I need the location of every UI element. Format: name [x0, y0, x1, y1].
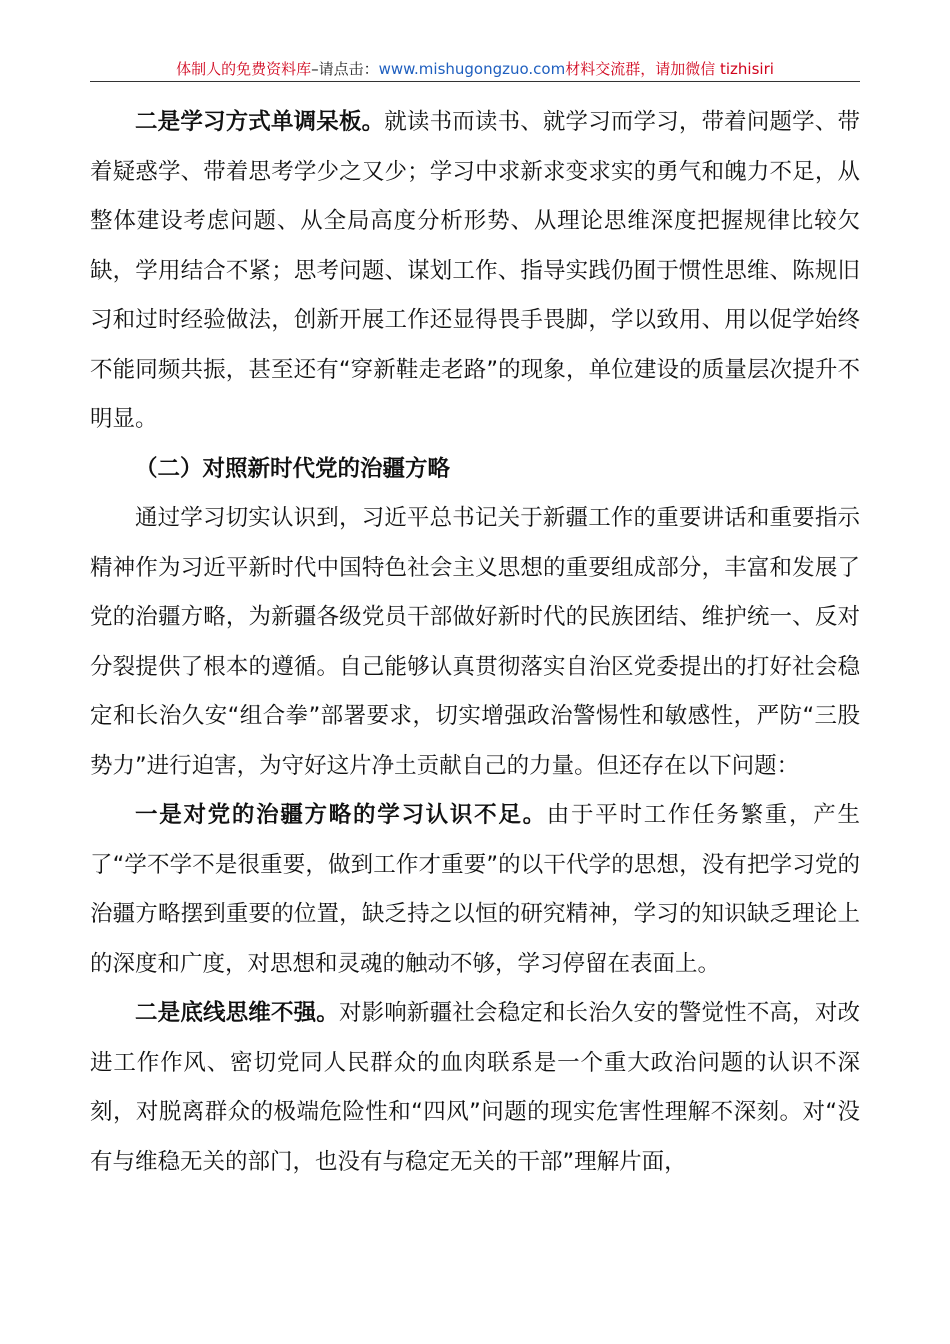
paragraph-2 [90, 494, 860, 791]
paragraph-3-lead: 一是对党的治疆方略的学习认识不足。 [135, 802, 547, 828]
paragraph-1-lead: 二是学习方式单调呆板。 [135, 109, 385, 135]
paragraph-1-text: 就读书而读书、就学习而学习，带着问题学、带着疑惑学、带着思考学少之又少；学习中求新求变求实的勇气和魄力不足，从整体建设考虑问题、从全局高度分析形势、从理论思维深度把握规律比较欠缺，学用结合不紧；思考问题、谋划工作、指导实践仍囿于惯性思维、陈规旧习和过时经验做法，创新开展工作还显得畏手畏脚，学以致用、用以促学始终不能同频共振，甚至还有“穿新鞋走老路”的现象，单位建设的质量层次提升不明显。 [90, 109, 860, 432]
header-tail-text: 材料交流群，请加微信 tizhisiri [565, 60, 774, 78]
paragraph-1 [90, 98, 860, 445]
header-click-prompt: –请点击： [311, 60, 379, 78]
paragraph-3 [90, 791, 860, 989]
header-divider [90, 81, 860, 82]
paragraph-3-text: 由于平时工作任务繁重，产生了“学不学不是很重要，做到工作才重要”的以干代学的思想，没有把学习党的治疆方略摆到重要的位置，缺乏持之以恒的研究精神，学习的知识缺乏理论上的深度和广度，对思想和灵魂的触动不够，学习停留在表面上。 [90, 802, 860, 977]
paragraph-4 [90, 989, 860, 1187]
paragraph-4-lead: 二是底线思维不强。 [135, 1000, 339, 1026]
header-url-link[interactable]: www.mishugongzuo.com [378, 60, 566, 78]
document-body [90, 98, 860, 1187]
page-header [90, 58, 860, 80]
header-site-name: 体制人的免费资料库 [176, 60, 312, 78]
paragraph-2-text: 通过学习切实认识到，习近平总书记关于新疆工作的重要讲话和重要指示精神作为习近平新时代中国特色社会主义思想的重要组成部分，丰富和发展了党的治疆方略，为新疆各级党员干部做好新时代的民族团结、维护统一、反对分裂提供了根本的遵循。自己能够认真贯彻落实自治区党委提出的打好社会稳定和长治久安“组合拳”部署要求，切实增强政治警惕性和敏感性，严防“三股势力”进行迫害，为守好这片净土贡献自己的力量。但还存在以下问题： [90, 505, 860, 779]
paragraph-4-text: 对影响新疆社会稳定和长治久安的警觉性不高，对改进工作作风、密切党同人民群众的血肉联系是一个重大政治问题的认识不深刻，对脱离群众的极端危险性和“四风”问题的现实危害性理解不深刻。对“没有与维稳无关的部门，也没有与稳定无关的干部”理解片面， [90, 1000, 860, 1175]
section-heading: （二）对照新时代党的治疆方略 [135, 455, 451, 482]
